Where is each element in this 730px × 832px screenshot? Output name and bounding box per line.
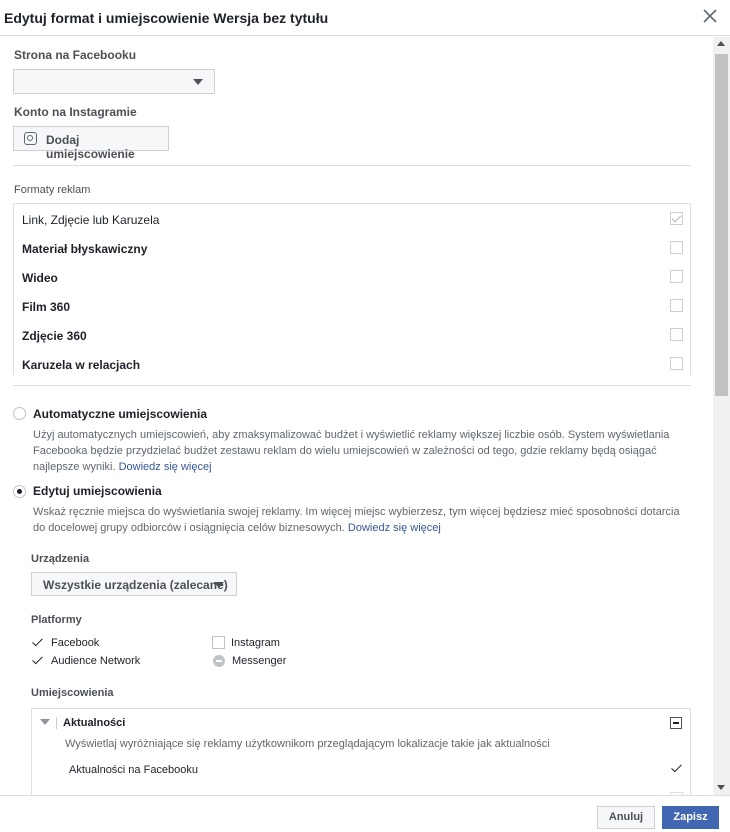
platform-facebook-label[interactable]: Facebook bbox=[51, 637, 100, 649]
ad-format-checkbox[interactable] bbox=[670, 212, 683, 225]
caret-down-icon bbox=[214, 582, 224, 588]
ad-format-checkbox[interactable] bbox=[670, 241, 683, 254]
ad-format-name: Karuzela w relacjach bbox=[22, 358, 141, 372]
edit-placements-radio[interactable] bbox=[13, 485, 26, 498]
facebook-page-select[interactable] bbox=[13, 69, 215, 94]
placements-list bbox=[31, 708, 691, 795]
ad-format-row[interactable] bbox=[14, 291, 691, 320]
auto-placements-description bbox=[33, 427, 673, 475]
separator bbox=[56, 717, 57, 729]
platform-facebook-checkbox[interactable] bbox=[31, 636, 44, 649]
ad-format-name: Wideo bbox=[22, 271, 58, 285]
ad-format-checkbox[interactable] bbox=[670, 328, 683, 341]
ad-format-name: Film 360 bbox=[22, 300, 71, 314]
collapse-triangle-icon[interactable] bbox=[40, 719, 50, 725]
auto-placements-radio[interactable] bbox=[13, 407, 26, 420]
instagram-icon bbox=[24, 132, 37, 145]
ad-format-row[interactable] bbox=[14, 349, 691, 378]
dialog-content bbox=[0, 37, 712, 795]
edit-placements-label[interactable]: Edytuj umiejscowienia bbox=[33, 484, 162, 498]
ad-formats-label: Formaty reklam bbox=[14, 184, 91, 196]
caret-down-icon bbox=[193, 79, 203, 85]
learn-more-link[interactable]: Dowiedz się więcej bbox=[118, 461, 212, 473]
cancel-button[interactable]: Anuluj bbox=[597, 806, 655, 829]
ad-format-row[interactable] bbox=[14, 320, 691, 349]
platform-audience-network-checkbox[interactable] bbox=[31, 654, 44, 667]
ad-format-row[interactable] bbox=[14, 204, 691, 233]
ad-format-name: Zdjęcie 360 bbox=[22, 329, 87, 343]
devices-dropdown[interactable] bbox=[31, 572, 237, 596]
minus-square-icon[interactable] bbox=[670, 717, 682, 729]
dialog-title: Edytuj format i umiejscowienie Wersja bez tytułu bbox=[4, 10, 329, 26]
auto-placements-description-text: Użyj automatycznych umiejscowień, aby zmaksymalizować budżet i wyświetlić reklamy większej liczbie osób. System wyświetlania Facebooka będzie przydzielać budżet zestawu reklam do wielu umiejscowień w zależności od tego, gdzie reklamy będą osiągać najlepsze wyniki. bbox=[33, 429, 670, 473]
learn-more-link[interactable]: Dowiedz się więcej bbox=[347, 522, 441, 534]
placement-item-checkbox[interactable] bbox=[670, 762, 683, 775]
platform-messenger-label: Messenger bbox=[232, 655, 287, 667]
ad-format-name: Link, Zdjęcie lub Karuzela bbox=[22, 213, 160, 227]
divider bbox=[13, 385, 691, 386]
dialog-header bbox=[0, 0, 730, 36]
platform-instagram-label[interactable]: Instagram bbox=[231, 637, 280, 649]
save-button[interactable]: Zapisz bbox=[662, 806, 719, 829]
platform-audience-network-label[interactable]: Audience Network bbox=[51, 655, 141, 667]
scrollbar[interactable] bbox=[713, 37, 730, 795]
auto-placements-label[interactable]: Automatyczne umiejscowienia bbox=[33, 407, 208, 421]
add-placement-button[interactable] bbox=[13, 126, 169, 161]
placement-group-description: Wyświetlaj wyróżniające się reklamy użytkownikom przeglądającym lokalizacje takie jak aktualności bbox=[65, 738, 550, 750]
close-icon[interactable] bbox=[700, 6, 720, 26]
add-placement-label: Dodaj umiejscowienie bbox=[46, 133, 135, 161]
ad-format-name: Materiał błyskawiczny bbox=[22, 242, 148, 256]
dialog-footer bbox=[0, 795, 730, 832]
instagram-account-label: Konto na Instagramie bbox=[14, 105, 137, 119]
edit-placements-description bbox=[33, 504, 693, 536]
scroll-down-arrow-icon[interactable] bbox=[717, 785, 725, 790]
placements-label: Umiejscowienia bbox=[31, 687, 114, 699]
ad-format-checkbox[interactable] bbox=[670, 270, 683, 283]
ad-format-row[interactable] bbox=[14, 233, 691, 262]
platform-instagram-checkbox[interactable] bbox=[212, 636, 225, 649]
scrollbar-thumb[interactable] bbox=[715, 54, 728, 396]
ad-format-row[interactable] bbox=[14, 262, 691, 291]
platforms-label: Platformy bbox=[31, 614, 82, 626]
placement-group-title[interactable]: Aktualności bbox=[63, 717, 126, 729]
ad-format-checkbox[interactable] bbox=[670, 299, 683, 312]
placement-item-label[interactable]: Aktualności na Facebooku bbox=[69, 764, 199, 776]
ad-format-checkbox[interactable] bbox=[670, 357, 683, 370]
edit-placements-description-text: Wskaż ręcznie miejsca do wyświetlania swojej reklamy. Im więcej miejsc wybierzesz, tym więcej będziesz mieć sposobności dotarcia do docelowej grupy odbiorców i osiągnięcia celów biznesowych. bbox=[33, 506, 680, 534]
ad-formats-list bbox=[13, 203, 691, 375]
devices-label: Urządzenia bbox=[31, 553, 90, 565]
divider bbox=[13, 165, 691, 166]
disabled-minus-icon bbox=[213, 655, 225, 667]
facebook-page-label: Strona na Facebooku bbox=[14, 48, 137, 62]
devices-value: Wszystkie urządzenia (zalecane) bbox=[43, 578, 228, 592]
scroll-up-arrow-icon[interactable] bbox=[717, 41, 725, 46]
